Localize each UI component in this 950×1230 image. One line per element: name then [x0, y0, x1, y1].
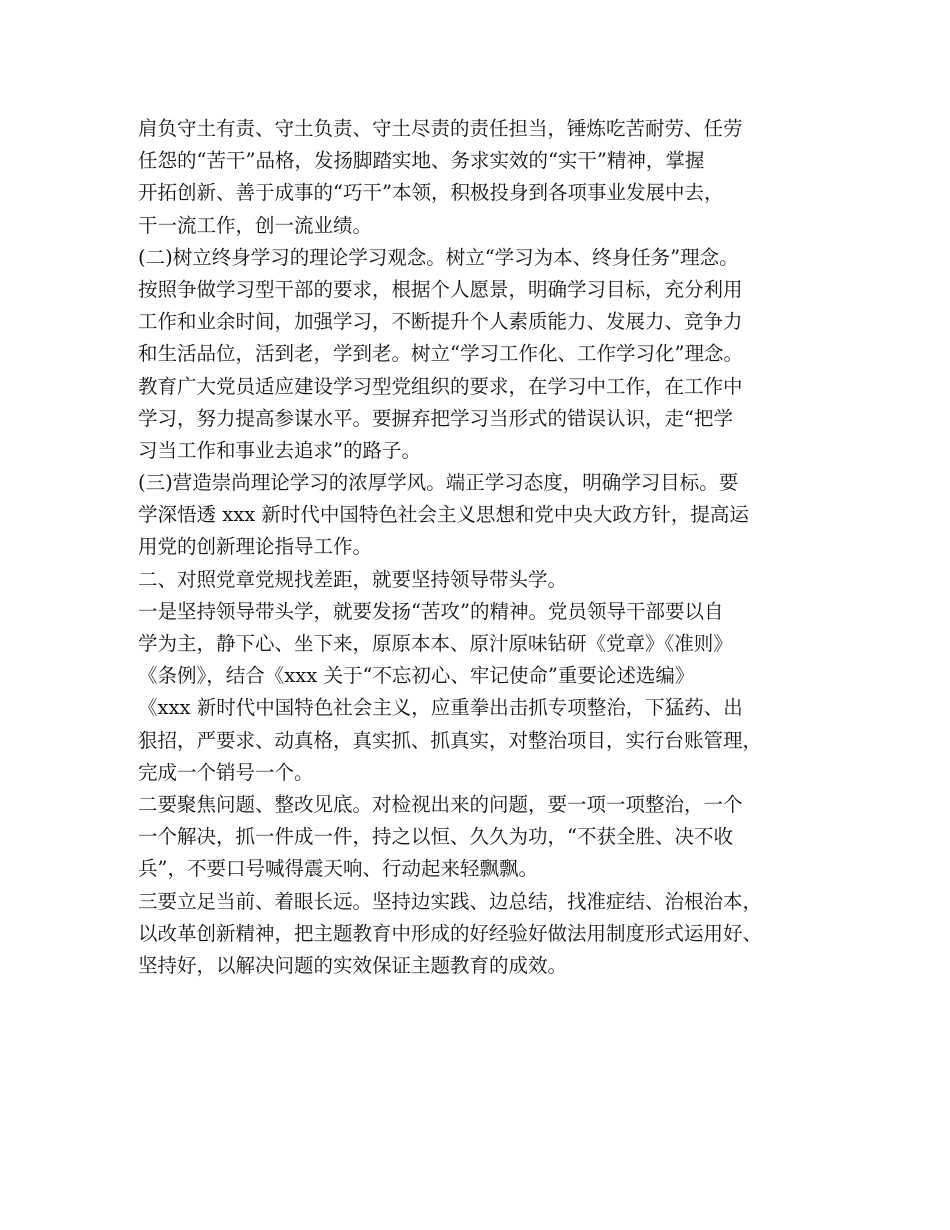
text-line: 《xxx 新时代中国特色社会主义，应重拳出击抓专项整治，下猛药、出 — [138, 696, 743, 720]
body-text — [138, 113, 838, 982]
text-line: (二)树立终身学习的理论学习观念。树立“学习为本、终身任务”理念。 — [138, 245, 739, 269]
text-line: 以改革创新精神，把主题教育中形成的好经验好做法用制度形式运用好、 — [138, 921, 763, 945]
text-line: 二要聚焦问题、整改见底。对检视出来的问题，要一项一项整治，一个 — [138, 792, 743, 816]
text-line: 学深悟透 xxx 新时代中国特色社会主义思想和党中央大政方针，提高运 — [138, 503, 749, 527]
text-line: 完成一个销号一个。 — [138, 760, 314, 784]
text-line: 坚持好，以解决问题的实效保证主题教育的成效。 — [138, 953, 568, 977]
text-line: 兵”，不要口号喊得震天响、行动起来轻飘飘。 — [138, 857, 538, 881]
text-line: 和生活品位，活到老，学到老。树立“学习工作化、工作学习化”理念。 — [138, 342, 743, 366]
text-line: 工作和业余时间，加强学习，不断提升个人素质能力、发展力、竞争力 — [138, 310, 743, 334]
text-line: 教育广大党员适应建设学习型党组织的要求，在学习中工作，在工作中 — [138, 374, 743, 398]
text-line: 狠招，严要求、动真格，真实抓、抓真实，对整治项目，实行台账管理， — [138, 728, 763, 752]
text-line: 一是坚持领导带头学，就要发扬“苦攻”的精神。党员领导干部要以自 — [138, 599, 724, 623]
text-line: 干一流工作，创一流业绩。 — [138, 213, 373, 237]
text-line: 一个解决，抓一件成一件，持之以恒、久久为功，“不获全胜、决不收 — [138, 825, 733, 849]
text-line: 《条例》，结合《xxx 关于“不忘初心、牢记使命”重要论述选编》 — [138, 664, 695, 688]
text-line: 用党的创新理论指导工作。 — [138, 535, 373, 559]
text-line: 三要立足当前、着眼长远。坚持边实践、边总结，找准症结、治根治本， — [138, 889, 763, 913]
text-line: 二、对照党章党规找差距，就要坚持领导带头学。 — [138, 567, 568, 591]
text-line: 学为主，静下心、坐下来，原原本本、原汁原味钻研《党章》《准则》 — [138, 632, 733, 655]
text-line: 肩负守土有责、守土负责、守土尽责的责任担当，锤炼吃苦耐劳、任劳 — [138, 117, 743, 140]
text-line: 按照争做学习型干部的要求，根据个人愿景，明确学习目标，充分利用 — [138, 277, 743, 301]
text-line: 习当工作和事业去追求”的路子。 — [138, 438, 421, 462]
text-line: 开拓创新、善于成事的“巧干”本领，积极投身到各项事业发展中去， — [138, 181, 724, 205]
text-line: 任怨的“苦干”品格，发扬脚踏实地、务求实效的“实干”精神，掌握 — [138, 149, 705, 173]
text-line: (三)营造崇尚理论学习的浓厚学风。端正学习态度，明确学习目标。要 — [138, 471, 739, 495]
text-line: 学习，努力提高参谋水平。要摒弃把学习当形式的错误认识，走“把学 — [138, 406, 733, 430]
